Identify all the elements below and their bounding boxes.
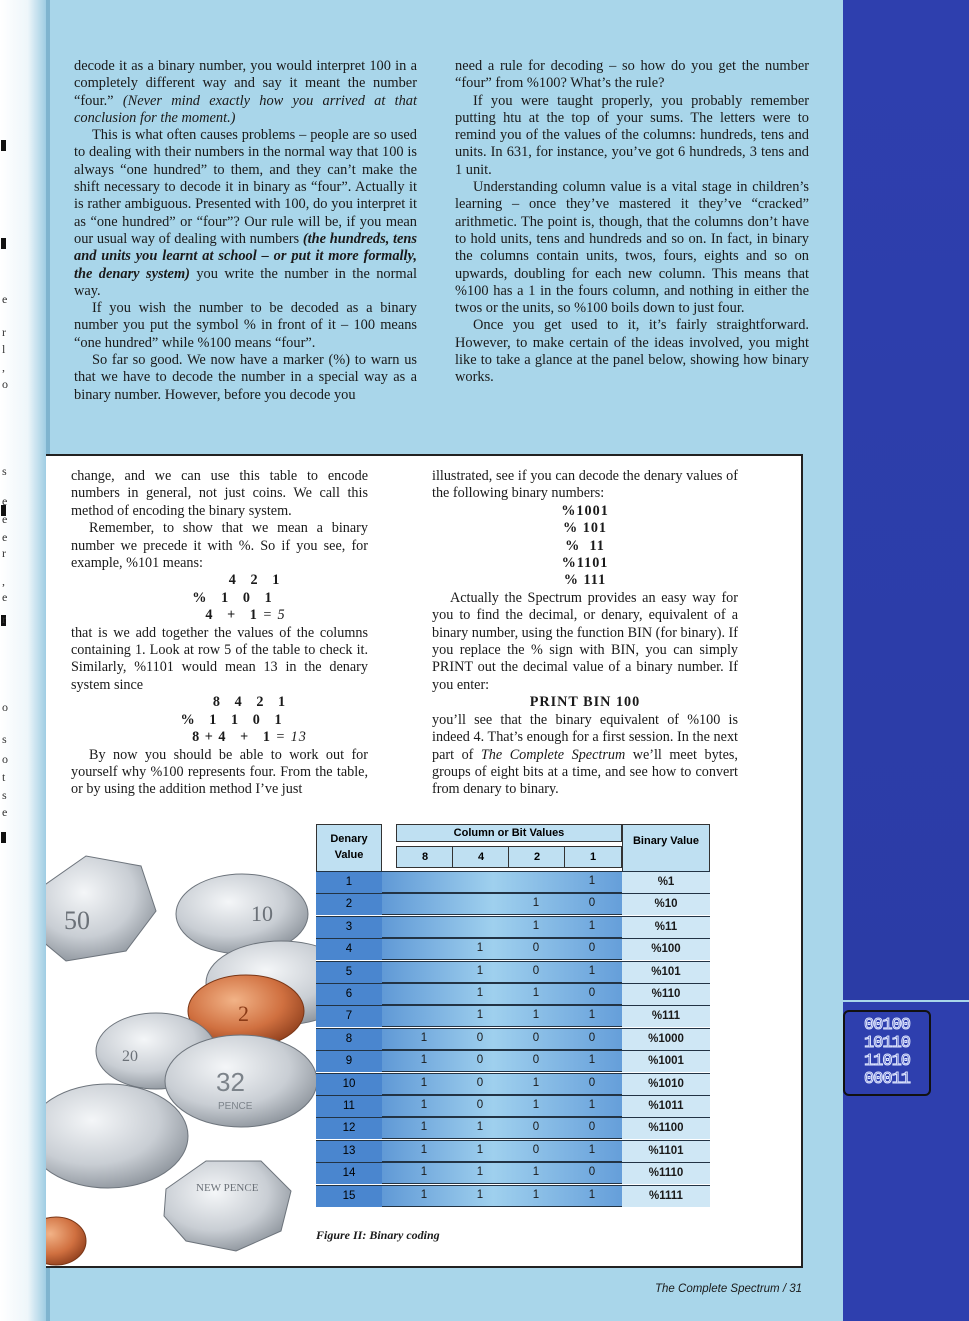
table-cell-b1: 1 [588, 1143, 596, 1156]
top-right-column [455, 58, 809, 387]
gutter-letter: , [2, 574, 5, 588]
coin-2p-label: 2 [238, 1001, 249, 1026]
bit-column-header: 8 [396, 846, 454, 868]
table-cell-b4: 1 [476, 964, 484, 977]
figure-caption: Figure II: Binary coding [316, 1228, 440, 1242]
table-cell-b1: 1 [588, 1054, 596, 1067]
table-cell-b4: 1 [476, 1166, 484, 1179]
gutter-letter: r [2, 325, 6, 339]
bit-column-header: 1 [564, 846, 622, 868]
table-cell-b8 [396, 983, 452, 1004]
gutter-letter: o [2, 377, 8, 391]
exercise-item: % 11 [565, 537, 605, 554]
paragraph: illustrated, see if you can decode the denary values of the following binary numbers: [432, 468, 738, 502]
exercise-item: %1001 [561, 502, 609, 519]
gutter-letter: e [2, 292, 8, 306]
gutter-letter: e [2, 512, 8, 526]
table-cell-b2: 0 [532, 1143, 540, 1156]
table-cell-b4: 0 [476, 1054, 484, 1067]
page-gutter [0, 0, 46, 1321]
gutter-mark [1, 238, 6, 249]
paragraph: This is what often causes problems – people are so used to dealing with their numbers in the normal way that 100 is always “one hundred” to them, and they can’t make the shift necessary to decode it in binary as “four”. Actually it is rather ambiguous. Presented with 100, do you interpret it as “one hundred” or “four”? Our rule will be, if you mean our usual way of dealing with numbers (the hundreds, tens and units you learnt at school – or put it more formally, the denary system) you write the number in the normal way. [74, 127, 418, 299]
table-cell-b2: 1 [532, 919, 540, 932]
table-cell-denary: 9 [316, 1050, 382, 1072]
sum-line: 8 4 2 1 [212, 694, 287, 711]
coin-large [46, 1084, 188, 1188]
bits-header: Column or Bit Values [396, 824, 622, 842]
table-cell-b4: 1 [476, 1188, 484, 1201]
table-cell-b1: 0 [588, 1121, 596, 1134]
table-cell-bin: %1 [622, 871, 710, 893]
table-cell-denary: 13 [316, 1140, 382, 1162]
side-bar-divider [843, 1000, 969, 1002]
gutter-letter: o [2, 700, 8, 714]
sum-line: % 1 1 0 1 [180, 711, 283, 728]
table-cell-b2: 1 [532, 987, 540, 999]
side-bar-middle [843, 34, 969, 1000]
table-cell-b8 [396, 938, 452, 959]
gutter-letter: s [2, 732, 7, 746]
table-cell-denary: 4 [316, 938, 382, 960]
table-cell-b1: 0 [588, 942, 596, 955]
top-left-column [74, 58, 417, 404]
table-cell-denary: 2 [316, 893, 382, 915]
exercise-item: % 101 [562, 520, 607, 537]
paragraph: that is we add together the values of the columns containing 1. Look at row 5 of the table to check it. Similarly, %1101 would mean 13 in the denary system since [71, 624, 368, 693]
table-cell-b1: 1 [588, 875, 596, 887]
page-footer: The Complete Spectrum / 31 [655, 1283, 803, 1295]
sum-line: % 1 0 1 [192, 589, 273, 606]
table-cell-bin: %11 [622, 916, 710, 938]
table-cell-b2: 0 [532, 1054, 540, 1067]
gutter-letter: r [2, 612, 6, 626]
table-cell-b1: 0 [588, 1166, 596, 1179]
paragraph: need a rule for decoding – so how do you get the number “four” from %100? What’s the rule? [455, 58, 809, 92]
table-cell-b1: 1 [588, 1188, 596, 1201]
table-cell-b8: 1 [420, 1166, 428, 1179]
coin-10p-label: 10 [251, 901, 273, 926]
paragraph: Remember, to show that we mean a binary number we precede it with %. So if you see, for example, %101 means: [71, 520, 368, 572]
table-cell-b8 [396, 961, 452, 982]
table-cell-b1: 1 [588, 1009, 596, 1022]
table-cell-b2: 1 [532, 1166, 540, 1179]
table-cell-b1: 0 [588, 987, 596, 999]
table-cell-b4: 0 [476, 1099, 484, 1111]
table-cell-b4: 1 [476, 1143, 484, 1156]
table-cell-bin: %1100 [622, 1117, 710, 1139]
table-cell-denary: 7 [316, 1005, 382, 1027]
sum-line: 4 2 1 [228, 572, 281, 589]
table-cell-b1: 0 [588, 897, 596, 910]
gutter-letter: e [2, 590, 8, 604]
paragraph: If you wish the number to be decoded as a binary number you put the symbol % in front of it – 100 means “one hundred” while %100 means “four”. [74, 300, 417, 351]
table-cell-denary: 8 [316, 1028, 382, 1050]
coin-copper-edge [46, 1217, 86, 1265]
table-cell-bin: %1111 [622, 1185, 710, 1207]
table-cell-b2: 1 [532, 1009, 540, 1022]
coin-pence-label: PENCE [218, 1101, 253, 1112]
table-cell-b1: 1 [588, 1099, 596, 1111]
table-cell-b8 [396, 916, 452, 937]
table-cell-b4: 0 [476, 1031, 484, 1044]
table-cell-bin: %101 [622, 961, 710, 983]
bit-column-header: 2 [508, 846, 566, 868]
badge-line: 00011 [863, 1070, 910, 1089]
gutter-mark [1, 832, 6, 843]
table-cell-b4 [452, 916, 508, 937]
table-cell-b4: 1 [476, 942, 484, 955]
table-cell-b1: 1 [588, 964, 596, 977]
bit-column-header: 4 [452, 846, 510, 868]
gutter-letter: s [2, 464, 7, 478]
coin-50p-label: 50 [64, 906, 90, 935]
table-cell-denary: 14 [316, 1162, 382, 1184]
table-cell-b1: 0 [588, 1031, 596, 1044]
table-cell-bin: %100 [622, 938, 710, 960]
table-cell-bin: %110 [622, 983, 710, 1005]
table-cell-b4 [452, 871, 508, 892]
command-line: PRINT BIN 100 [529, 694, 641, 711]
table-cell-b2 [508, 871, 564, 892]
table-cell-b2: 1 [532, 1099, 540, 1111]
table-cell-b2: 0 [532, 964, 540, 977]
badge-line: 10110 [863, 1034, 910, 1053]
table-cell-denary: 10 [316, 1073, 382, 1095]
table-cell-b8: 1 [420, 1031, 428, 1044]
table-cell-b2: 0 [532, 942, 540, 955]
table-cell-bin: %1110 [622, 1162, 710, 1184]
gutter-letter: r [2, 546, 6, 560]
paragraph: you’ll see that the binary equivalent of %100 is indeed 4. That’s enough for a first session. In the next part of The Complete Spectrum we’ll meet bytes, groups of eight bits at a time, and see how to convert from denary to binary. [432, 711, 738, 798]
table-cell-denary: 5 [316, 961, 382, 983]
table-cell-b1: 0 [588, 1076, 596, 1089]
gutter-letter: l [2, 342, 6, 356]
table-cell-denary: 12 [316, 1117, 382, 1139]
table-cell-bin: %1101 [622, 1140, 710, 1162]
table-cell-bin: %1001 [622, 1050, 710, 1072]
coin-20p-label: 20 [122, 1048, 138, 1065]
paragraph: decode it as a binary number, you would interpret 100 in a completely different way and say it meant the number “four.” (Never mind exactly how you arrived at that conclusion for the moment.) [74, 58, 417, 126]
table-cell-b8: 1 [420, 1188, 428, 1201]
table-cell-b8 [396, 1005, 452, 1026]
paragraph: Once you get used to it, it’s fairly straightforward. However, to make certain of the ideas involved, you might like to take a glance at the panel below, showing how binary works. [455, 317, 809, 386]
exercise-item: %1101 [561, 555, 609, 572]
paragraph: Understanding column value is a vital stage in children’s learning – once they’ve mastered it they’ve “cracked” arithmetic. The point is, though, that the columns don’t have to hold units, tens and hundreds and so on. In fact, in binary the columns contain units, twos, fours, eights and so on upwards, doubling for each new column. This means that %100 has a 1 in the fours column, and nothing in either the twos or the units, so %100 boils down to just four. [455, 179, 809, 317]
coin-32p-label: 32 [216, 1067, 245, 1097]
panel-left-column [71, 468, 368, 799]
table-cell-bin: %1000 [622, 1028, 710, 1050]
table-cell-denary: 6 [316, 983, 382, 1005]
table-cell-bin: %1010 [622, 1073, 710, 1095]
sum-line: 4 + 1 = 5 [205, 607, 286, 624]
gutter-letter: e [2, 805, 8, 819]
coin-new-pence [164, 1161, 291, 1251]
gutter-letter: s [2, 788, 7, 802]
table-cell-b4: 1 [476, 987, 484, 999]
coin-new-pence-label: NEW PENCE [196, 1182, 259, 1194]
table-cell-bin: %10 [622, 893, 710, 915]
table-cell-b8: 1 [420, 1121, 428, 1134]
table-cell-denary: 11 [316, 1095, 382, 1117]
badge-line: 11010 [863, 1052, 910, 1071]
gutter-letter: e [2, 530, 8, 544]
table-cell-b4: 0 [476, 1076, 484, 1089]
table-cell-b8: 1 [420, 1099, 428, 1111]
gutter-letter: o [2, 752, 8, 766]
gutter-mark [1, 140, 6, 151]
paragraph: change, and we can use this table to encode numbers in general, not just coins. We call this method of encoding the binary system. [71, 468, 368, 519]
side-bar-top [843, 0, 969, 34]
paragraph: If you were taught properly, you probably remember putting htu at the top of your sums. The letters were to remind you of the values of the columns: hundreds, tens and units. In 631, for instance, you’ve got 6 hundreds, 3 tens and 1 unit. [455, 92, 809, 178]
table-cell-b2: 1 [532, 1188, 540, 1201]
table-cell-b2: 0 [532, 1121, 540, 1134]
exercise-item: % 111 [563, 572, 607, 589]
binary-header: Binary Value [622, 824, 710, 872]
table-cell-denary: 15 [316, 1185, 382, 1207]
table-cell-b2: 1 [532, 1076, 540, 1089]
coin-50p [46, 856, 156, 961]
table-cell-b1: 1 [588, 919, 596, 932]
table-cell-b4: 1 [476, 1121, 484, 1134]
table-cell-b4 [452, 893, 508, 914]
denary-header: Denary Value [316, 824, 382, 872]
paragraph: So far so good. We now have a marker (%) to warn us that we have to decode the number in a special way as a binary number. However, before you decode you [74, 352, 417, 403]
paragraph: By now you should be able to work out for yourself why %100 represents four. From the table, or by using the addition method I’ve just [71, 746, 368, 798]
sum-line: 8 + 4 + 1 = 13 [192, 729, 307, 746]
table-cell-b2: 1 [532, 897, 540, 910]
gutter-letter: e [2, 494, 8, 508]
table-cell-denary: 3 [316, 916, 382, 938]
table-cell-bin: %1011 [622, 1095, 710, 1117]
table-cell-bin: %111 [622, 1005, 710, 1027]
table-cell-b2: 0 [532, 1031, 540, 1044]
table-cell-b8: 1 [420, 1076, 428, 1089]
gutter-letter: t [2, 770, 6, 784]
table-cell-b8 [396, 871, 452, 892]
table-cell-b4: 1 [476, 1009, 484, 1022]
table-cell-b8 [396, 893, 452, 914]
panel-right-column [432, 468, 738, 799]
table-cell-b8: 1 [420, 1143, 428, 1156]
binary-logo-icon [843, 1010, 931, 1096]
gutter-letter: , [2, 360, 5, 374]
coins-illustration [46, 811, 316, 1266]
paragraph: Actually the Spectrum provides an easy way for you to find the decimal, or denary, equivalent of a binary number, using the function BIN (for binary). If you replace the % sign with BIN, you can simply PRINT out the decimal value of a binary number. If you enter: [432, 589, 738, 693]
table-cell-b8: 1 [420, 1054, 428, 1067]
table-cell-denary: 1 [316, 871, 382, 893]
badge-line: 00100 [863, 1016, 910, 1035]
